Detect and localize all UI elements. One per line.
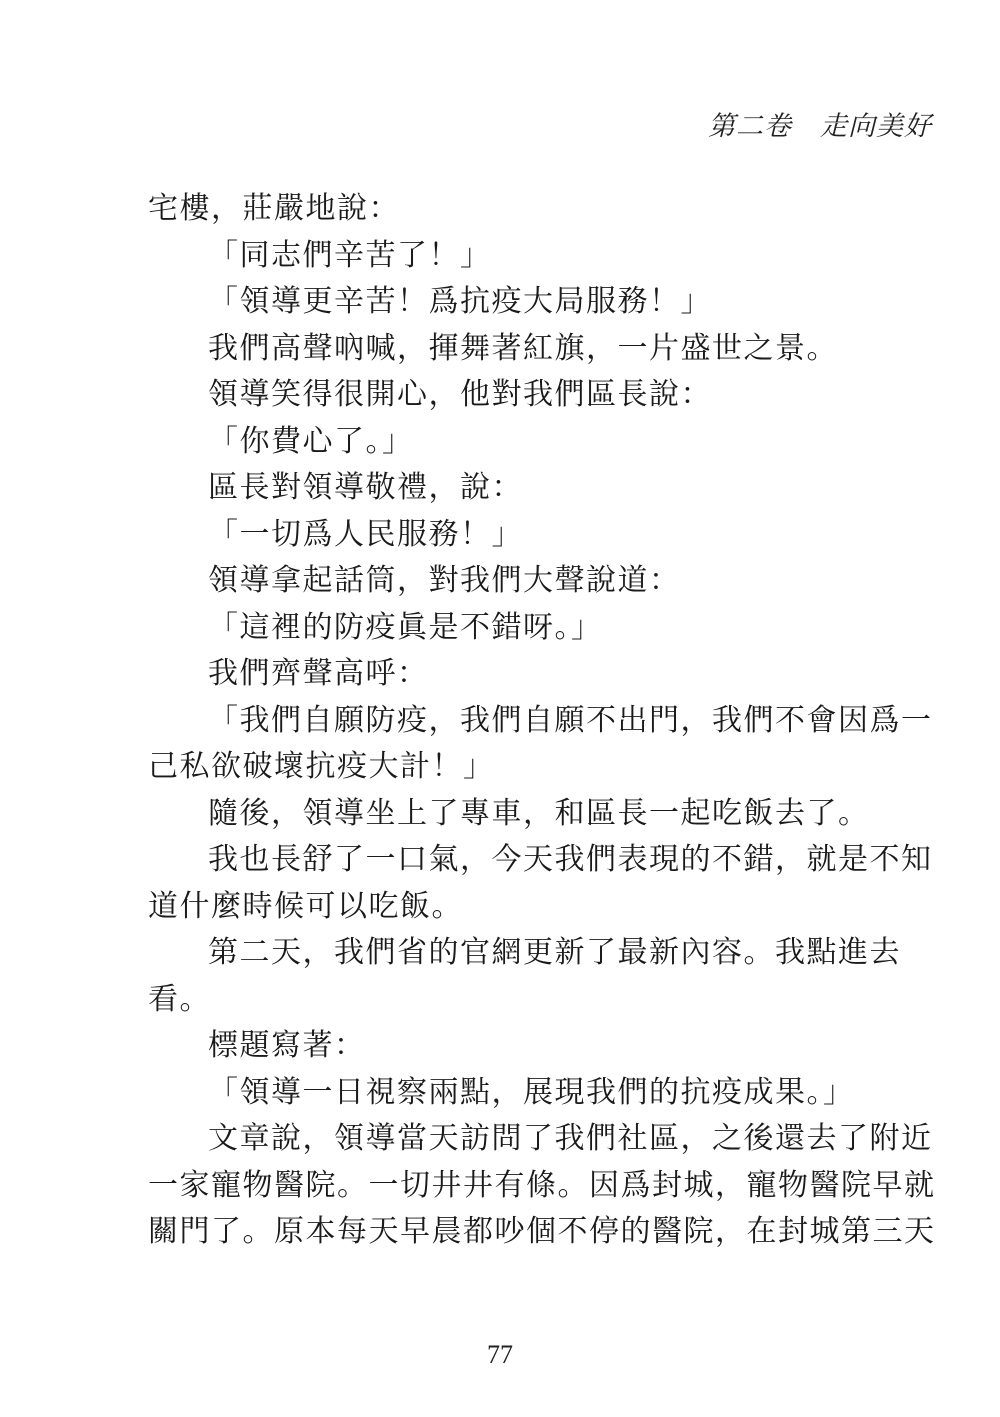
text-line: 一家寵物醫院。一切井井有條。因爲封城，寵物醫院早就 <box>148 1167 936 1203</box>
text-line: 「領導更辛苦！爲抗疫大局服務！」 <box>208 284 712 319</box>
text-line: 「你費心了。」 <box>208 423 414 459</box>
text-line: 標題寫著： <box>208 1028 366 1063</box>
text-line: 領導笑得很開心，他對我們區長說： <box>208 377 712 412</box>
text-line: 道什麼時候可以吃飯。 <box>148 888 463 924</box>
body-text <box>148 186 936 1256</box>
text-line: 「這裡的防疫眞是不錯呀。」 <box>208 609 603 645</box>
text-line: 區長對領導敬禮，說： <box>208 470 523 505</box>
text-line: 看。 <box>148 981 211 1017</box>
text-line: 「領導一日視察兩點，展現我們的抗疫成果。」 <box>208 1074 855 1110</box>
text-line: 第二天，我們省的官網更新了最新內容。我點進去 <box>208 935 901 970</box>
text-line: 宅樓，莊嚴地說： <box>148 191 400 226</box>
text-line: 我們齊聲高呼： <box>208 656 429 691</box>
text-line: 我也長舒了一口氣，今天我們表現的不錯，就是不知 <box>208 842 933 877</box>
text-line: 隨後，領導坐上了專車，和區長一起吃飯去了。 <box>208 795 870 831</box>
running-head: 第二卷 走向美好 <box>708 111 932 141</box>
page-number: 77 <box>487 1340 513 1369</box>
text-line: 「同志們辛苦了！」 <box>208 237 492 273</box>
text-line: 領導拿起話筒，對我們大聲說道： <box>208 563 681 598</box>
text-line: 關門了。原本每天早晨都吵個不停的醫院，在封城第三天 <box>148 1214 936 1249</box>
text-line: 我們高聲吶喊，揮舞著紅旗，一片盛世之景。 <box>208 330 838 366</box>
text-line: 「一切爲人民服務！」 <box>208 516 523 552</box>
text-line: 己私欲破壞抗疫大計！」 <box>148 749 495 784</box>
text-line: 文章說，領導當天訪問了我們社區，之後還去了附近 <box>208 1121 933 1156</box>
text-line: 「我們自願防疫，我們自願不出門，我們不會因爲一 <box>208 702 933 738</box>
